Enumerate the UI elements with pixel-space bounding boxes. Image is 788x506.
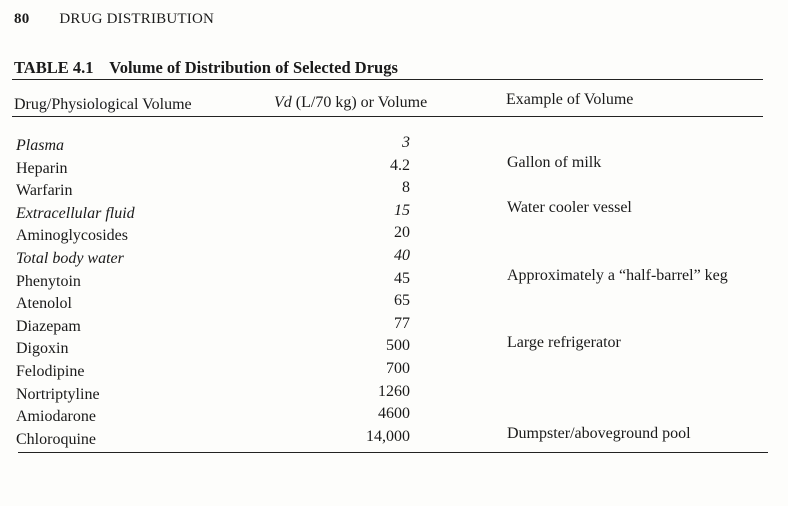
vd-value: 65 bbox=[394, 292, 410, 310]
volume-example: Dumpster/aboveground pool bbox=[507, 424, 691, 442]
vd-value: 77 bbox=[394, 314, 410, 332]
column-header-drug: Drug/Physiological Volume bbox=[14, 96, 192, 113]
section-title: DRUG DISTRIBUTION bbox=[59, 11, 215, 27]
drug-name: Diazepam bbox=[16, 317, 81, 335]
table-body bbox=[0, 134, 788, 453]
vd-value: 20 bbox=[394, 224, 410, 242]
drug-name: Heparin bbox=[16, 159, 68, 177]
drug-name: Warfarin bbox=[16, 182, 73, 200]
vd-unit-text: (L/70 kg) or Volume bbox=[291, 94, 428, 111]
table-header-rule bbox=[12, 116, 763, 117]
vd-value: 14,000 bbox=[366, 427, 410, 445]
table-caption bbox=[14, 58, 398, 78]
drug-name: Aminoglycosides bbox=[16, 227, 128, 245]
drug-name: Plasma bbox=[16, 137, 64, 154]
table-title: Volume of Distribution of Selected Drugs bbox=[109, 58, 398, 77]
drug-name: Chloroquine bbox=[16, 430, 96, 448]
drug-name: Nortriptyline bbox=[16, 385, 100, 403]
vd-value: 500 bbox=[386, 337, 410, 355]
vd-value: 1260 bbox=[378, 382, 410, 400]
column-header-example: Example of Volume bbox=[506, 91, 634, 108]
drug-name: Felodipine bbox=[16, 362, 85, 380]
vd-value: 40 bbox=[394, 246, 410, 264]
vd-value: 4600 bbox=[378, 405, 410, 423]
volume-example: Approximately a “half-barrel” keg bbox=[507, 266, 728, 284]
vd-symbol: Vd bbox=[274, 94, 292, 111]
volume-example: Water cooler vessel bbox=[507, 198, 632, 216]
drug-name: Amiodarone bbox=[16, 408, 96, 426]
drug-name: Digoxin bbox=[16, 340, 69, 358]
volume-example: Gallon of milk bbox=[507, 153, 602, 171]
vd-value: 700 bbox=[386, 359, 410, 377]
table-bottom-rule bbox=[18, 452, 768, 453]
table-top-rule bbox=[12, 79, 763, 80]
vd-value: 15 bbox=[394, 201, 410, 219]
vd-value: 4.2 bbox=[390, 156, 410, 174]
column-header-vd bbox=[274, 94, 427, 112]
vd-value: 8 bbox=[402, 179, 410, 197]
vd-value: 3 bbox=[402, 134, 410, 151]
drug-name: Extracellular fluid bbox=[16, 204, 135, 222]
vd-value: 45 bbox=[394, 269, 410, 287]
volume-example: Large refrigerator bbox=[507, 334, 621, 352]
running-head bbox=[14, 11, 214, 28]
table-row bbox=[0, 424, 788, 454]
drug-name: Phenytoin bbox=[16, 272, 81, 290]
drug-name: Atenolol bbox=[16, 295, 72, 313]
page-number: 80 bbox=[14, 11, 30, 27]
drug-name: Total body water bbox=[16, 249, 124, 267]
table-label: TABLE 4.1 bbox=[14, 58, 94, 77]
